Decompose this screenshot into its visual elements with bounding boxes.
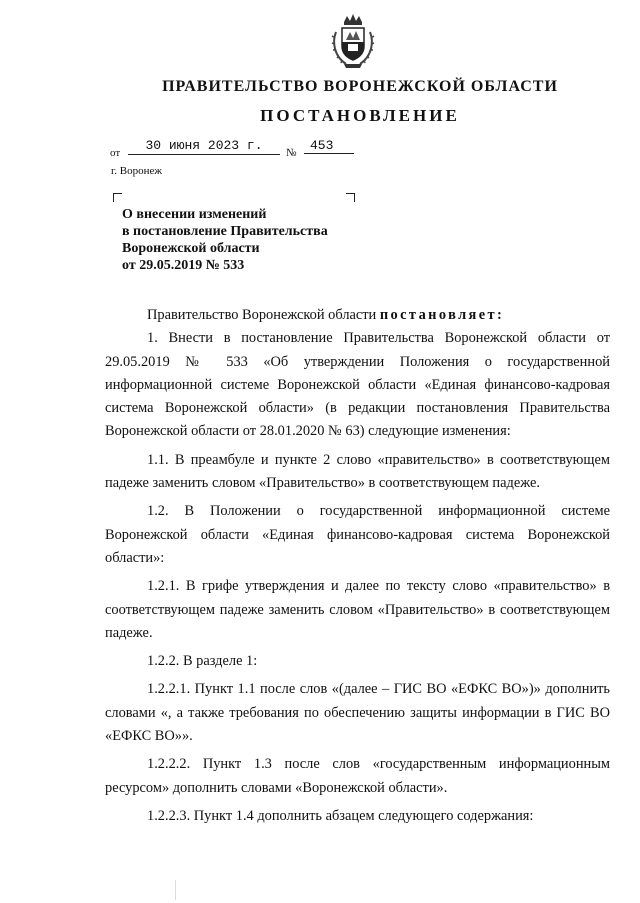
coat-of-arms-icon (330, 12, 376, 70)
subject-line: Воронежской области (122, 241, 260, 256)
preamble-text: Правительство Воронежской области (147, 307, 380, 323)
document-type: ПОСТАНОВЛЕНИЕ (260, 106, 460, 125)
body-paragraph: 1.2.2.3. Пункт 1.4 дополнить абзацем следующего содержания: (147, 807, 534, 824)
preamble (105, 304, 610, 327)
government-title: ПРАВИТЕЛЬСТВО ВОРОНЕЖСКОЙ ОБЛАСТИ (162, 78, 558, 95)
preamble-decree-word: постановляет: (379, 307, 505, 323)
body-paragraph: 1.2.2. В разделе 1: (147, 653, 258, 670)
body-paragraph: 1.2.2.2. Пункт 1.3 после слов «государственным информационным ресурсом» дополнить словами «Воронежской области». (105, 756, 610, 796)
number-label: № (286, 147, 297, 159)
subject-line: О внесении изменений (122, 207, 267, 222)
document-subject (122, 206, 328, 274)
city: г. Воронеж (111, 165, 162, 177)
document-body (105, 304, 610, 828)
document-date: 30 июня 2023 г. (128, 138, 280, 155)
body-paragraph: 1.2. В Положении о государственной информационной системе Воронежской области «Единая финансово-кадровая система Воронежской области»: (105, 503, 610, 566)
from-label: от (110, 147, 121, 159)
body-paragraph: 1.1. В преамбуле и пункте 2 слово «правительство» в соответствующем падеже заменить словом «Правительство» в соответствующем падеже. (105, 451, 610, 492)
subject-line: от 29.05.2019 № 533 (122, 258, 245, 273)
body-paragraph: 1.2.1. В грифе утверждения и далее по тексту слово «правительство» в соответствующем падеже заменить словом «Правительство» в соответствующем падеже. (105, 578, 610, 641)
body-paragraph: 1. Внести в постановление Правительства Воронежской области от 29.05.2019 № 533 «Об утверждении Положения о государственной информационной системе Воронежской области «Единая финансово-кадровая система Воронежской области» (в редакции постановления Правительства Воронежской области от 28.01.2020 № 63) следующие изменения: (105, 330, 610, 440)
left-corner-mark (113, 193, 122, 202)
subject-line: в постановление Правительства (122, 224, 328, 239)
document-number: 453 (304, 138, 354, 154)
scan-artifact-line (175, 880, 176, 900)
right-corner-mark (346, 193, 355, 202)
body-paragraph: 1.2.2.1. Пункт 1.1 после слов «(далее – ГИС ВО «ЕФКС ВО»)» дополнить словами «, а также требования по обеспечению защиты информации в ГИС ВО «ЕФКС ВО»». (105, 681, 610, 745)
